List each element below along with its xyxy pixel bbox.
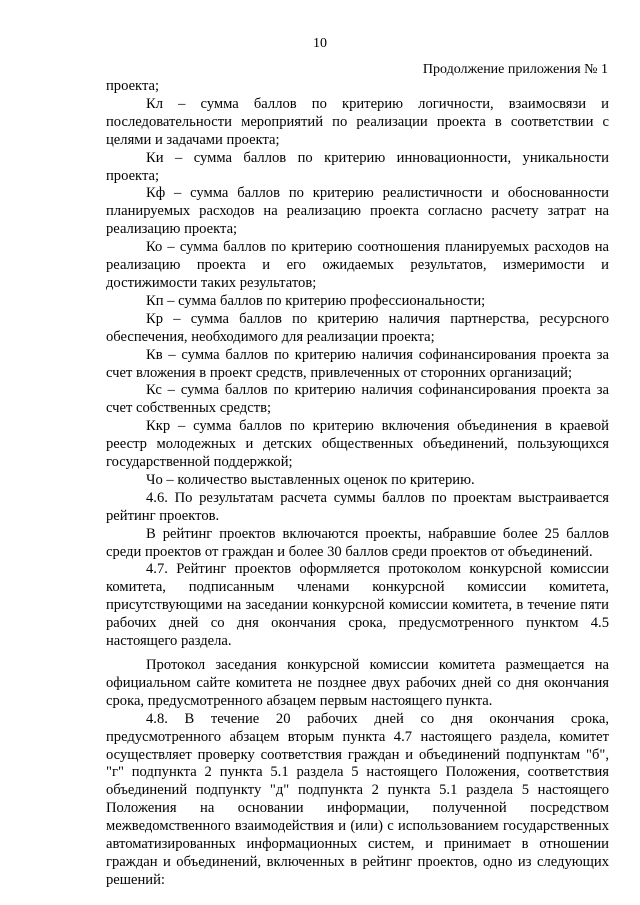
paragraph: Кп – сумма баллов по критерию профессиональности; — [146, 292, 486, 309]
paragraph: Чо – количество выставленных оценок по критерию. — [146, 471, 475, 488]
paragraph: Кв – сумма баллов по критерию наличия софинансирования проекта за счет вложения в проект средств, привлеченных от сторонних организаций; — [106, 346, 609, 381]
paragraph: 4.7. Рейтинг проектов оформляется протоколом конкурсной комиссии комитета, подписанным членами конкурсной комиссии комитета, присутствующими на заседании конкурсной комиссии комитета, в течение пяти рабочих дней со дня окончания срока, предусмотренного пунктом 4.5 настоящего раздела. — [106, 561, 609, 650]
paragraph: 4.6. По результатам расчета суммы баллов по проектам выстраивается рейтинг проектов. — [106, 489, 609, 524]
paragraph: Протокол заседания конкурсной комиссии комитета размещается на официальном сайте комитета не позднее двух рабочих дней со дня окончания срока, предусмотренного абзацем первым настоящего пункта. — [106, 657, 609, 709]
paragraph: Кл – сумма баллов по критерию логичности, взаимосвязи и последовательности мероприятий по реализации проекта в соответствии с целями и задачами проекта; — [106, 95, 609, 148]
document-body — [106, 78, 609, 890]
paragraph: 4.8. В течение 20 рабочих дней со дня окончания срока, предусмотренного абзацем вторым пункта 4.7 настоящего раздела, комитет осуществляет проверку соответствия граждан и объединений подпунктам "б", "г" подпункта 2 пункта 5.1 раздела 5 настоящего Положения, соответствия объединений подпункту "д" подпункта 2 пункта 5.1 раздела 5 настоящего Положения на основании информации, полученной посредством межведомственного взаимодействия и (или) с использованием государственных автоматизированных информационных систем, и принимает в отношении граждан и объединений, включенных в рейтинг проектов, одно из следующих решений: — [106, 710, 609, 888]
paragraph: Кф – сумма баллов по критерию реалистичности и обоснованности планируемых расходов на реализацию проекта согласно расчету затрат на реализацию проекта; — [106, 185, 609, 238]
paragraph: Кс – сумма баллов по критерию наличия софинансирования проекта за счет собственных средств; — [106, 382, 609, 417]
paragraph: Ки – сумма баллов по критерию инновационности, уникальности проекта; — [106, 149, 609, 184]
paragraph: Кр – сумма баллов по критерию наличия партнерства, ресурсного обеспечения, необходимого для реализации проекта; — [106, 310, 609, 345]
page-number: 10 — [313, 36, 327, 51]
paragraph: Ко – сумма баллов по критерию соотношения планируемых расходов на реализацию проекта и его ожидаемых результатов, измеримости и достижимости таких результатов; — [106, 239, 609, 291]
appendix-continuation-label: Продолжение приложения № 1 — [422, 62, 608, 77]
paragraph: Ккр – сумма баллов по критерию включения объединения в краевой реестр молодежных и детских общественных объединений, пользующихся государственной поддержкой; — [106, 418, 609, 471]
paragraph: В рейтинг проектов включаются проекты, набравшие более 25 баллов среди проектов от граждан и более 30 баллов среди проектов от объединений. — [106, 525, 609, 560]
paragraph: проекта; — [106, 78, 160, 94]
